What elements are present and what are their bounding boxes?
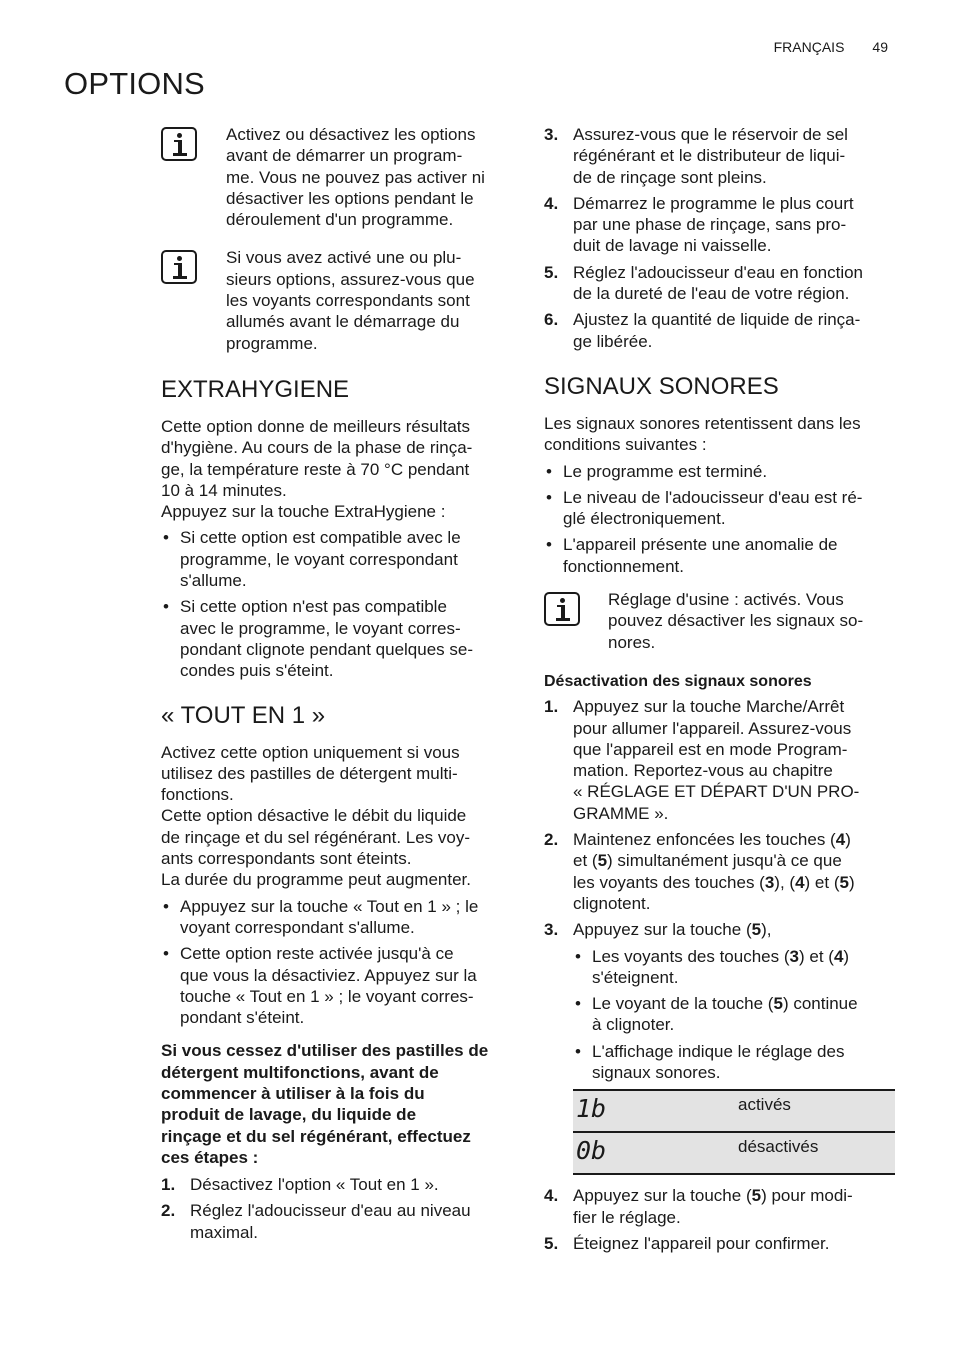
list-item: 5. Réglez l'adoucisseur d'eau en fonction de la dureté de l'eau de votre région.: [544, 262, 864, 304]
list-item: 3. Assurez-vous que le réservoir de sel régénérant et le distributeur de liqui- de de rinçage sont pleins.: [544, 125, 848, 187]
left-column: [161, 124, 513, 1248]
display-settings-table: [573, 1089, 895, 1175]
tout-en-1-steps: [161, 1174, 513, 1243]
deactivation-subheading: Désactivation des signaux sonores: [544, 672, 812, 690]
extrahygiene-paragraph: Cette option donne de meilleurs résultats d'hygiène. Au cours de la phase de rinça- ge, la température reste à 70 °C pendant 10 à 14 minutes. Appuyez sur la touche ExtraHygiene :: [161, 416, 473, 522]
info-note-2-text: Si vous avez activé une ou plu- sieurs options, assurez-vous que les voyants correspondants sont allumés avant le démarrage du programme.: [226, 248, 475, 353]
info-note-3-text: Réglage d'usine : activés. Vous pouvez désactiver les signaux so- nores.: [608, 590, 864, 652]
page-title: OPTIONS: [64, 66, 205, 101]
info-icon: [544, 592, 580, 626]
signaux-intro: Les signaux sonores retentissent dans les conditions suivantes :: [544, 413, 861, 455]
display-code: 0b: [573, 1132, 738, 1174]
display-label: activés: [738, 1090, 895, 1132]
list-item: • Cette option reste activée jusqu'à ce que vous la désactiviez. Appuyez sur la touche « Tout en 1 » ; le voyant corres- pondant s'éteint.: [161, 943, 513, 1028]
list-item: • L'affichage indique le réglage des signaux sonores.: [573, 1041, 896, 1084]
info-note-1-text: Activez ou désactivez les options avant de démarrer un program- me. Vous ne pouvez pas activer ni désactiver les options pendant le déroulement d'un programme.: [226, 125, 485, 230]
list-item: • Le voyant de la touche (5) continue à clignoter.: [573, 993, 896, 1036]
list-item: • Le programme est terminé.: [544, 461, 896, 482]
list-item: • Si cette option n'est pas compatible avec le programme, le voyant corres- pondant clignote pendant quelques se- condes puis s'éteint.: [161, 596, 513, 681]
warning-bold-paragraph: Si vous cessez d'utiliser des pastilles de détergent multifonctions, avant de commencer à utiliser à la fois du produit de lavage, du liquide de rinçage et du sel régénérant, effectuez ces étapes :: [161, 1041, 489, 1167]
tout-en-1-paragraph: Activez cette option uniquement si vous utilisez des pastilles de détergent multi- fonctions. Cette option désactive le débit du liquide de rinçage et du sel régénérant. Les voy- ants correspondants sont éteints. La durée du programme peut augmenter.: [161, 742, 471, 890]
info-icon: [161, 127, 197, 161]
table-row: [573, 1090, 895, 1132]
signaux-conditions: [544, 461, 896, 577]
info-note-2: [161, 247, 513, 353]
list-item: 1. Désactivez l'option « Tout en 1 ».: [161, 1175, 439, 1195]
info-note-1: [161, 124, 513, 230]
info-note-3: [544, 589, 896, 653]
list-item: 4. Appuyez sur la touche (5) pour modi- fier le réglage.: [544, 1186, 853, 1227]
deactivation-steps: [544, 696, 896, 1083]
list-item: 2. Maintenez enfoncées les touches (4) et (5) simultanément jusqu'à ce que les voyants des touches (3), (4) et (5) clignotent.: [544, 830, 855, 913]
extrahygiene-heading: EXTRAHYGIENE: [161, 375, 350, 403]
list-item: • Appuyez sur la touche « Tout en 1 » ; le voyant correspondant s'allume.: [161, 896, 513, 939]
tout-en-1-steps-continued: [544, 124, 896, 352]
tout-en-1-heading: « TOUT EN 1 »: [161, 701, 326, 729]
list-item: 2. Réglez l'adoucisseur d'eau au niveau maximal.: [161, 1201, 471, 1242]
tout-en-1-bullets: [161, 896, 513, 1029]
header-language: FRANÇAIS: [773, 39, 845, 55]
list-item: 6. Ajustez la quantité de liquide de rinça- ge libérée.: [544, 310, 861, 351]
list-item: • Si cette option est compatible avec le programme, le voyant correspondant s'allume.: [161, 527, 513, 591]
list-item: • L'appareil présente une anomalie de fonctionnement.: [544, 534, 896, 577]
list-item: • Les voyants des touches (3) et (4) s'éteignent.: [573, 946, 896, 989]
list-item: 1. Appuyez sur la touche Marche/Arrêt pour allumer l'appareil. Assurez-vous que l'appareil est en mode Program- mation. Reportez-vous au chapitre « RÉGLAGE ET DÉPART D'UN PRO- GRAMME ».: [544, 697, 860, 823]
right-column: [544, 124, 896, 1259]
step-3-bullets: [573, 946, 896, 1084]
list-item: 5. Éteignez l'appareil pour confirmer.: [544, 1233, 830, 1253]
list-item: • Le niveau de l'adoucisseur d'eau est ré- glé électroniquement.: [544, 487, 896, 530]
page-header: [774, 39, 888, 55]
display-label: désactivés: [738, 1132, 895, 1174]
extrahygiene-bullets: [161, 527, 513, 681]
deactivation-steps-end: [544, 1185, 896, 1254]
list-item: 3. Appuyez sur la touche (5), • Les voyants des touches (3) et (4) s'éteignent. • Le voyant de la touche (5) continue à clignoter. • L'affichage indique le réglage des signaux sonores.: [544, 919, 896, 1083]
display-code: 1b: [573, 1090, 738, 1132]
page-number: 49: [872, 39, 888, 55]
table-row: [573, 1132, 895, 1174]
signaux-sonores-heading: SIGNAUX SONORES: [544, 372, 779, 400]
list-item: 4. Démarrez le programme le plus court par une phase de rinçage, sans pro- duit de lavage ni vaisselle.: [544, 193, 854, 256]
info-icon: [161, 250, 197, 284]
